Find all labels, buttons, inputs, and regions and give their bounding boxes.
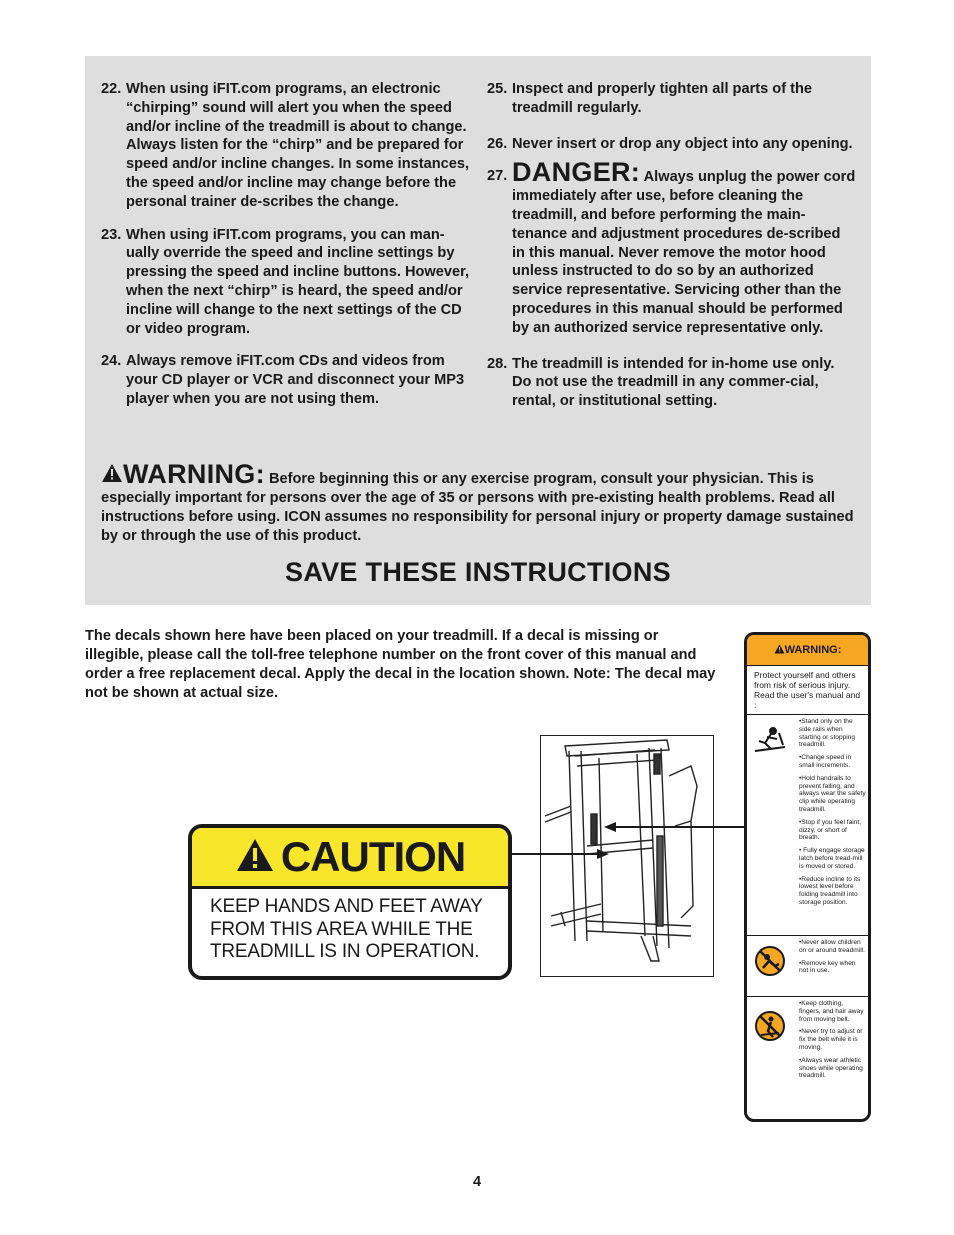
warning-decal-triangle-icon (774, 644, 785, 657)
warning-decal-section-clothing (747, 997, 868, 1087)
warning-heading: WARNING: (123, 459, 265, 489)
caution-decal (188, 824, 512, 980)
item-text: Always remove iFIT.com CDs and videos from your CD player or VCR and disconnect your MP3 player when you are not using them. (126, 353, 465, 407)
item-text: Never insert or drop any object into any opening. (512, 135, 853, 152)
safety-item-23 (101, 226, 471, 339)
warning-decal-section-children (747, 936, 868, 997)
decal-rule: •Never allow children on or around treadmill. (799, 939, 865, 954)
caution-line: FROM THIS AREA WHILE THE (210, 918, 473, 940)
item-number: 25. (487, 81, 508, 97)
item-text: The treadmill is intended for in-home use only. Do not use the treadmill in any commer-cial, rental, or institutional setting. (512, 355, 835, 410)
decal-rule: •Remove key when not in use. (799, 959, 856, 975)
safety-item-25 (487, 80, 857, 118)
decal-rule: •Never try to adjust or fix the belt while it is moving. (799, 1028, 863, 1051)
caution-triangle-icon (235, 837, 275, 878)
decal-rule: •Stop if you feel faint, dizzy, or short of breath. (799, 818, 862, 842)
decal-rule: •Stand only on the side rails when starting or stopping treadmill. (799, 718, 856, 749)
warning-decal-list (799, 997, 868, 1087)
safety-item-27-danger (487, 157, 857, 337)
warning-decal-intro: Protect yourself and others from risk of serious injury. Read the user's manual and : (747, 666, 868, 715)
no-children-icon (753, 944, 787, 978)
warning-paragraph (101, 459, 861, 546)
caution-line: TREADMILL IS IN OPERATION. (210, 941, 480, 962)
warning-decal-list (799, 715, 868, 914)
decal-intro-text: The decals shown here have been placed on your treadmill. If a decal is missing or illegible, please call the toll-free telephone number on the front cover of this manual and order a free replacement decal. Apply the decal in the location shown. Note: The decal may not be shown at actual size. (85, 628, 716, 701)
warning-decal (744, 632, 871, 1122)
item-text: When using iFIT.com programs, an electronic “chirping” sound will alert you when the speed and/or incline of the treadmill is about to change. Always listen for the “chirp” and be prepared for speed and/or incline changes. In some instances, the speed and/or incline may change before the personal trainer de-scribes the change. (126, 81, 470, 210)
decal-rule: •Change speed in small increments. (799, 754, 852, 769)
item-number: 26. (487, 135, 508, 152)
warning-decal-list (799, 936, 868, 982)
danger-heading: DANGER: (512, 157, 641, 188)
warning-triangle-icon (101, 463, 123, 489)
no-hands-near-belt-icon (753, 1009, 787, 1043)
safety-column-right (487, 80, 857, 425)
person-on-treadmill-icon (753, 723, 787, 757)
item-text: Inspect and properly tighten all parts of the treadmill regularly. (512, 81, 813, 116)
safety-item-22 (101, 80, 471, 212)
decal-rule: •Hold handrails to prevent falling, and always wear the safety clip while operating treadmill. (799, 774, 866, 813)
danger-text: Always unplug the power cord immediately after use, before cleaning the treadmill, and before performing the main-tenance and adjustment procedures de-scribed in this manual. Never remove the motor hood unless instructed to do so by an authorized service representative. Servicing other than the procedures in this manual should be performed by an authorized service representative only. (512, 169, 856, 336)
safety-item-26 (487, 135, 857, 154)
item-number: 28. (487, 355, 508, 372)
caution-body (192, 889, 508, 964)
safety-column-left (101, 80, 471, 423)
item-number: 24. (101, 353, 122, 370)
item-text: When using iFIT.com programs, you can man-ually override the speed and incline settings by pressing the speed and incline buttons. However, when the next “chirp” is heard, the speed and/or incline will change to the next settings of the CD or video program. (126, 226, 470, 337)
save-instructions-heading: SAVE THESE INSTRUCTIONS (285, 557, 671, 587)
caution-line: KEEP HANDS AND FEET AWAY (210, 896, 483, 917)
warning-text: Before beginning this or any exercise program, consult your physician. This is especially important for persons over the age of 35 or persons with pre-existing health problems. Read all instructions before using. ICON assumes no responsibility for personal injury or property damage sustained by or through the use of this product. (101, 471, 854, 544)
item-number: 27. (487, 168, 508, 185)
safety-item-28 (487, 355, 857, 411)
warning-decal-section-usage (747, 715, 868, 936)
warning-decal-header (747, 635, 868, 666)
treadmill-illustration (540, 735, 714, 977)
warning-decal-title: WARNING: (784, 644, 842, 656)
decal-rule: •Always wear athletic shoes while operating treadmill. (799, 1056, 863, 1080)
decal-rule: •Keep clothing, fingers, and hair away from moving belt. (799, 1000, 864, 1023)
caution-title: CAUTION (280, 833, 466, 880)
caution-header (192, 828, 508, 889)
safety-item-24 (101, 352, 471, 408)
decal-rule: •Reduce incline to its lowest level before folding treadmill into storage position. (799, 875, 861, 906)
decal-rule: • Fully engage storage latch before tread-mill is moved or stored. (799, 847, 865, 870)
item-number: 22. (101, 81, 122, 97)
item-number: 23. (101, 226, 122, 243)
page-number: 4 (472, 1174, 482, 1190)
